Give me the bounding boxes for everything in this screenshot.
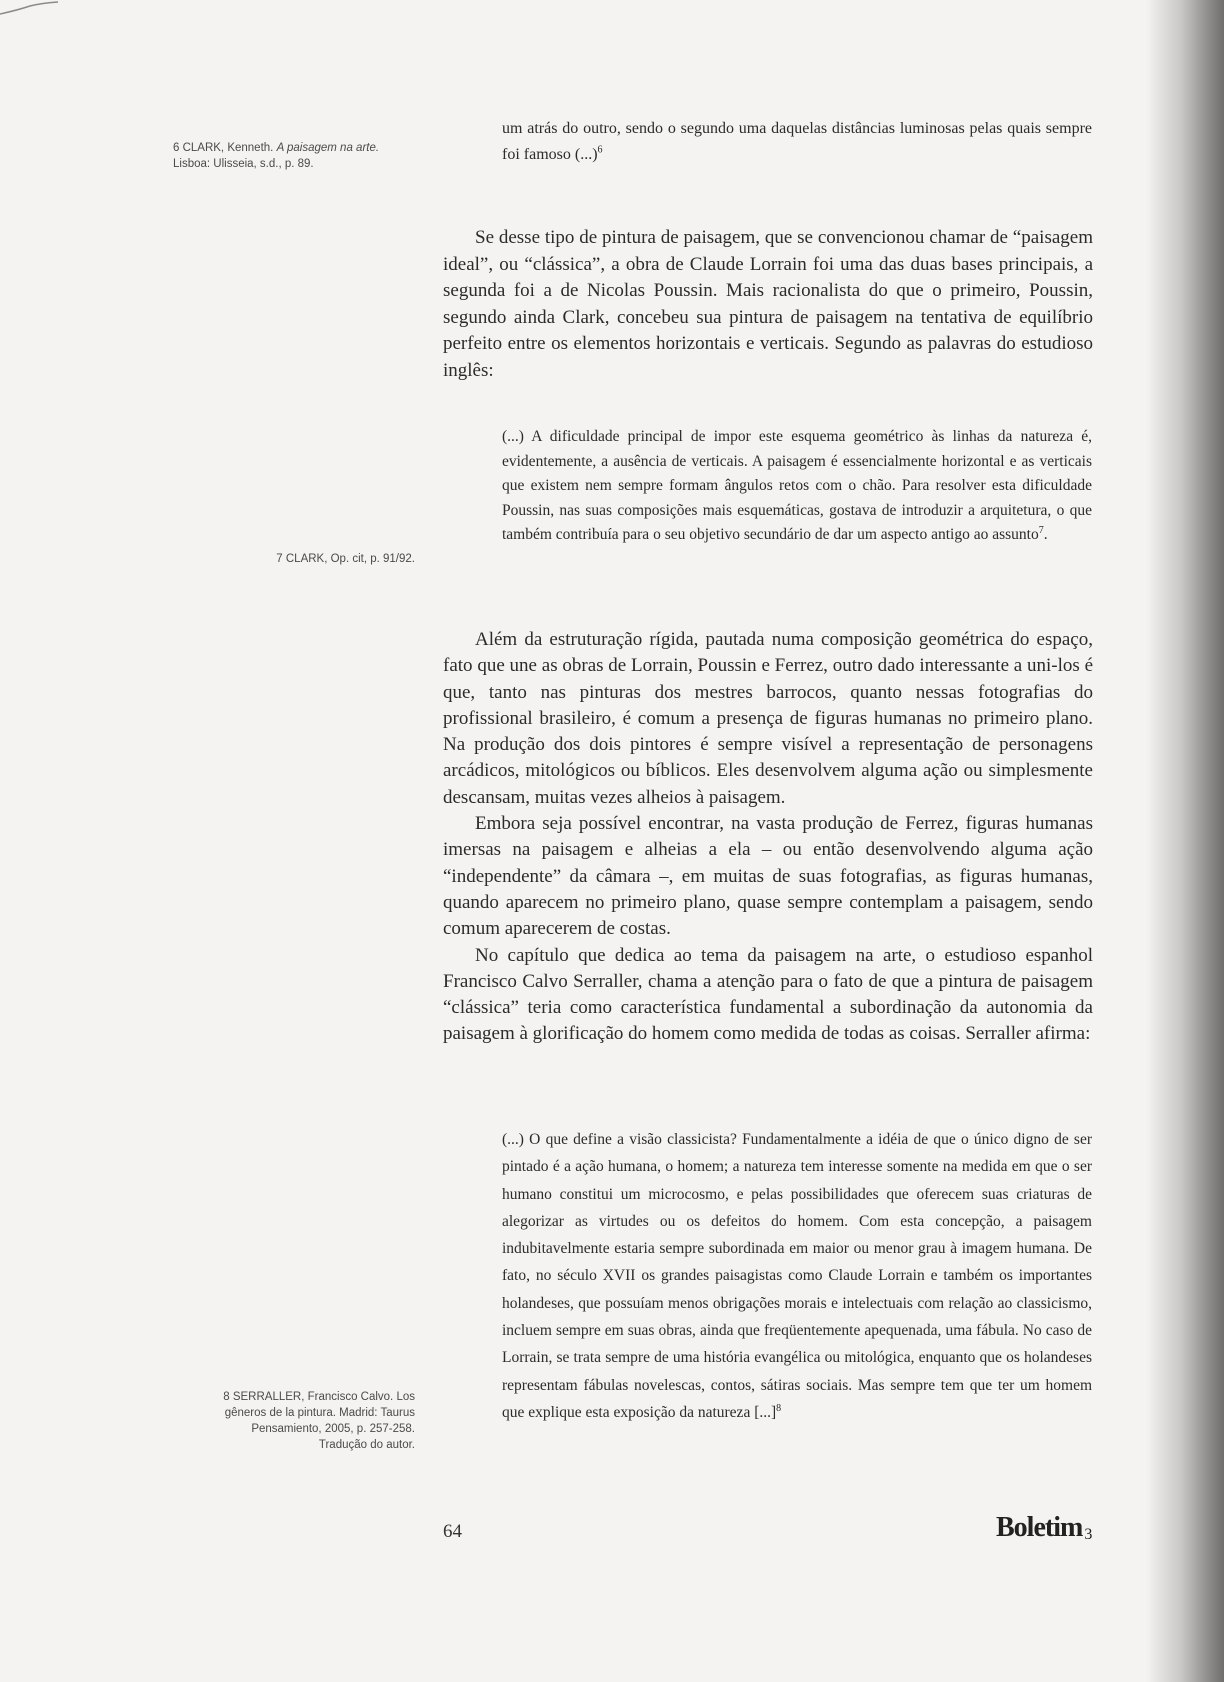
footnote-8 — [173, 1389, 415, 1453]
journal-brand-name: Boletim — [996, 1512, 1083, 1543]
journal-brand — [996, 1512, 1091, 1544]
paragraph-1-text: Se desse tipo de pintura de paisagem, que se convencionou chamar de “paisagem ideal”, ou “clássica”, a obra de Claude Lorrain foi uma das duas bases principais, a segunda foi a de Nicolas Poussin. Mais racionalista do que o primeiro, Poussin, segundo ainda Clark, concebeu sua pintura de paisagem na tentativa de equilíbrio perfeito entre os elementos horizontais e verticais. Segundo as palavras do estudioso inglês: — [443, 227, 1093, 381]
footnote-ref-7: 7 — [1038, 524, 1044, 536]
binding-shadow — [1146, 0, 1224, 1682]
body-paragraphs-2-4 — [443, 627, 1093, 1048]
footnote-7-text: 7 CLARK, Op. cit, p. 91/92. — [276, 553, 415, 565]
page-fold-mark — [0, 0, 60, 20]
footnote-8-line4: Tradução do autor. — [318, 1439, 415, 1451]
quote-continuation-text: um atrás do outro, sendo o segundo uma daquelas distâncias luminosas pelas quais sempre foi famoso (...) — [502, 120, 1092, 163]
paragraph-4-text: No capítulo que dedica ao tema da paisagem na arte, o estudioso espanhol Francisco Calvo Serraller, chama a atenção para o fato de que a pintura de paisagem “clássica” teria como característica fundamental a subordinação da autonomia da paisagem à glorificação do homem como medida de todas as coisas. Serraller afirma: — [443, 944, 1093, 1045]
page-number: 64 — [443, 1521, 462, 1542]
paragraph-2-text: Além da estruturação rígida, pautada numa composição geométrica do espaço, fato que une as obras de Lorrain, Poussin e Ferrez, outro dado interessante a uni-los é que, tanto nas pinturas dos mestres barrocos, quanto nessas fotografias do profissional brasileiro, é comum a presença de figuras humanas no primeiro plano. Na produção dos dois pintores é sempre visível a representação de personagens arcádicos, mitológicos ou bíblicos. Eles desenvolvem alguma ação ou simplesmente descansam, muitas vezes alheios à paisagem. — [443, 629, 1093, 808]
paragraph-3-text: Embora seja possível encontrar, na vasta produção de Ferrez, figuras humanas imersas na paisagem e alheias a ela – ou então desenvolvendo alguma ação “independente” da câmara –, em muitas de suas fotografias, as figuras humanas, quando aparecem no primeiro plano, quase sempre contemplam a paisagem, sendo comum aparecerem de costas. — [443, 813, 1093, 940]
footnote-6-title: A paisagem na arte. — [276, 142, 380, 154]
footnote-8-line2: gêneros de la pintura. Madrid: Taurus — [224, 1407, 415, 1419]
footnote-8-line1: 8 SERRALLER, Francisco Calvo. Los — [223, 1391, 415, 1403]
footnote-6-prefix: 6 CLARK, Kenneth. — [173, 142, 277, 154]
block-quote-1: (...) A dificuldade principal de impor este esquema geométrico às linhas da natureza é, evidentemente, a ausência de verticais. A paisagem é essencialmente horizontal e as verticais que existem nem sempre formam ângulos retos com o chão. Para resolver esta dificuldade Poussin, nas suas composições mais esquemáticas, gostava de introduzir a arquitetura, o que também contribuía para o seu objetivo secundário de dar um aspecto antigo ao assunto$^7$. — [502, 428, 1092, 543]
block-quote-2-text: (...) O que define a visão classicista? Fundamentalmente a idéia de que o único digno de ser pintado é a ação humana, o homem; a natureza tem interesse somente na medida em que o ser humano constitui um microcosmo, e pelas possibilidades que oferecem suas criaturas de alegorizar as virtudes ou os defeitos do homem. Com esta concepção, a paisagem indubitavelmente estaria sempre subordinada em maior ou menor grau à imagem humana. De fato, no século XVII os grandes paisagistas como Claude Lorrain e também os importantes holandeses, que possuíam menos obrigações morais e intelectuais com relação ao classicismo, incluem sempre em suas obras, ainda que freqüentemente apequenada, uma fábula. No caso de Lorrain, se trata sempre de uma história evangélica ou mitológica, enquanto que os holandeses representam fábulas novelescas, contos, sátiras sociais. Mas sempre tem que ter um homem que explique esta exposição da natureza [...] — [502, 1131, 1092, 1421]
footnote-ref-6: 6 — [597, 144, 603, 156]
body-paragraph-1 — [443, 225, 1093, 384]
block-quote-2 — [502, 1126, 1092, 1426]
journal-issue-number: 3 — [1084, 1526, 1092, 1543]
quote-continuation — [502, 116, 1092, 168]
footnote-7 — [173, 551, 415, 567]
footnote-6-line2: Lisboa: Ulisseia, s.d., p. 89. — [173, 158, 314, 170]
footnote-ref-8: 8 — [776, 1402, 782, 1414]
footnote-6 — [173, 140, 423, 172]
block-quote-1-text: (...) A dificuldade principal de impor este esquema geométrico às linhas da natureza é, evidentemente, a ausência de verticais. A paisagem é essencialmente horizontal e as verticais que existem nem sempre formam ângulos retos com o chão. Para resolver esta dificuldade Poussin, nas suas composições mais esquemáticas, gostava de introduzir a arquitetura, o que também contribuía para o seu objetivo secundário de dar um aspecto antigo ao assunto — [502, 428, 1092, 543]
footnote-8-line3: Pensamiento, 2005, p. 257-258. — [251, 1423, 415, 1435]
